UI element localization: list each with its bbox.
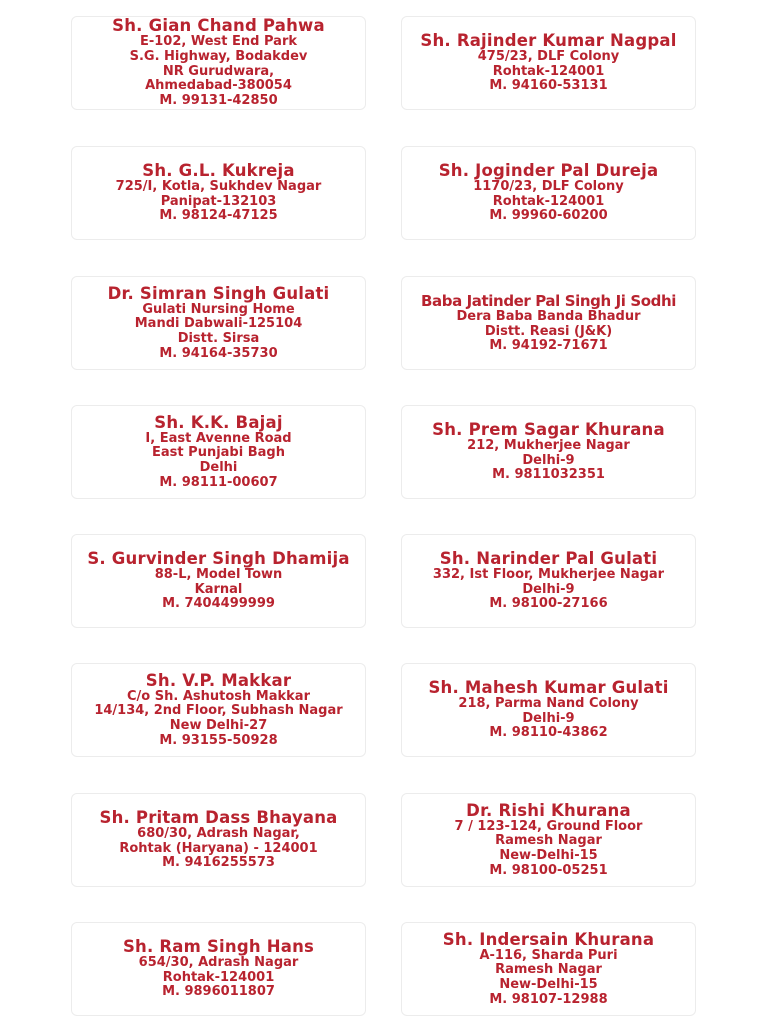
phone-number: M. 9416255573 [162,855,275,871]
contact-name: Sh. Pritam Dass Bhayana [99,807,338,827]
address-card [401,276,696,370]
address-card [401,663,696,757]
phone-number: M. 98124-47125 [159,208,278,224]
phone-number: M. 9896011807 [162,984,275,1000]
address-line: Gulati Nursing Home [142,301,295,317]
address-card [401,146,696,240]
phone-number: M. 99960-60200 [489,208,608,224]
address-line: E-102, West End Park [139,34,298,50]
address-line: Ramesh Nagar [495,833,602,849]
phone-number: M. 7404499999 [162,596,275,612]
address-line: Distt. Sirsa [177,331,260,346]
address-line: 218, Parma Nand Colony [458,695,639,711]
address-card [71,276,366,370]
address-line: Delhi [199,460,238,475]
address-card [71,534,366,628]
contact-name: Dr. Rishi Khurana [466,800,631,820]
address-line: 680/30, Adrash Nagar, [137,825,300,841]
address-line: 1170/23, DLF Colony [473,178,624,194]
address-line: 88-L, Model Town [154,566,283,582]
contact-name: Sh. Mahesh Kumar Gulati [428,677,669,697]
address-card [71,922,366,1016]
address-line: 14/134, 2nd Floor, Subhash Nagar [94,703,343,719]
address-line: Rohtak (Haryana) - 124001 [119,840,318,856]
address-line: 7 / 123-124, Ground Floor [454,818,643,834]
address-line: Karnal [194,581,243,597]
contact-name: Sh. Joginder Pal Dureja [438,160,659,180]
address-line: Distt. Reasi (J&K) [484,323,613,339]
address-card [71,146,366,240]
phone-number: M. 98110-43862 [489,725,608,741]
address-card [401,16,696,110]
address-card [401,793,696,887]
address-line: Delhi-9 [522,710,575,726]
address-card [71,793,366,887]
contact-name: Sh. Narinder Pal Gulati [439,548,658,568]
address-line: NR Gurudwara, [162,63,275,79]
address-line: Rohtak-124001 [162,969,275,985]
phone-number: M. 94160-53131 [489,78,608,94]
contact-name: Sh. K.K. Bajaj [154,412,283,432]
contact-name: Baba Jatinder Pal Singh Ji Sodhi [420,291,676,310]
phone-number: M. 99131-42850 [159,93,278,109]
address-line: A-116, Sharda Puri [479,947,618,963]
address-line: Ramesh Nagar [495,962,602,978]
address-card [71,16,366,110]
address-line: Delhi-9 [522,581,575,597]
address-line: S.G. Highway, Bodakdev [129,48,308,64]
contact-name: Sh. Gian Chand Pahwa [112,16,325,36]
address-line: 212, Mukherjee Nagar [467,437,630,453]
address-line: Dera Baba Banda Bhadur [456,308,641,324]
contact-name: Sh. Prem Sagar Khurana [432,419,665,439]
phone-number: M. 98100-05251 [489,862,608,878]
phone-number: M. 98100-27166 [489,596,608,612]
phone-number: M. 98107-12988 [489,991,608,1007]
phone-number: M. 94192-71671 [489,338,608,354]
address-card [401,405,696,499]
phone-number: M. 9811032351 [492,467,605,483]
address-card [71,405,366,499]
contact-name: Sh. V.P. Makkar [145,670,292,690]
address-line: I, East Avenne Road [145,430,292,446]
address-line: New Delhi-27 [169,718,268,733]
address-line: 475/23, DLF Colony [477,48,620,64]
contact-name: S. Gurvinder Singh Dhamija [87,548,350,568]
address-card [401,534,696,628]
address-line: East Punjabi Bagh [152,445,285,461]
address-line: Panipat-132103 [160,193,277,209]
address-line: C/o Sh. Ashutosh Makkar [127,688,310,704]
phone-number: M. 93155-50928 [159,732,278,748]
contact-name: Sh. Rajinder Kumar Nagpal [420,30,677,50]
address-line: 332, Ist Floor, Mukherjee Nagar [432,566,665,582]
phone-number: M. 98111-00607 [159,474,278,490]
address-card [71,663,366,757]
address-line: 654/30, Adrash Nagar [138,954,299,970]
address-line: Delhi-9 [522,452,575,468]
address-line: Mandi Dabwali-125104 [134,316,303,332]
contact-name: Sh. G.L. Kukreja [142,160,295,180]
address-line: Ahmedabad-380054 [145,78,292,94]
address-line: New-Delhi-15 [499,977,598,992]
phone-number: M. 94164-35730 [159,345,278,361]
address-line: Rohtak-124001 [492,63,605,79]
contact-name: Sh. Ram Singh Hans [122,936,315,956]
contact-name: Sh. Indersain Khurana [442,929,655,949]
address-card [401,922,696,1016]
address-line: New-Delhi-15 [499,848,598,863]
contact-name: Dr. Simran Singh Gulati [107,283,330,303]
address-line: Rohtak-124001 [492,193,605,209]
address-line: 725/I, Kotla, Sukhdev Nagar [115,178,322,194]
